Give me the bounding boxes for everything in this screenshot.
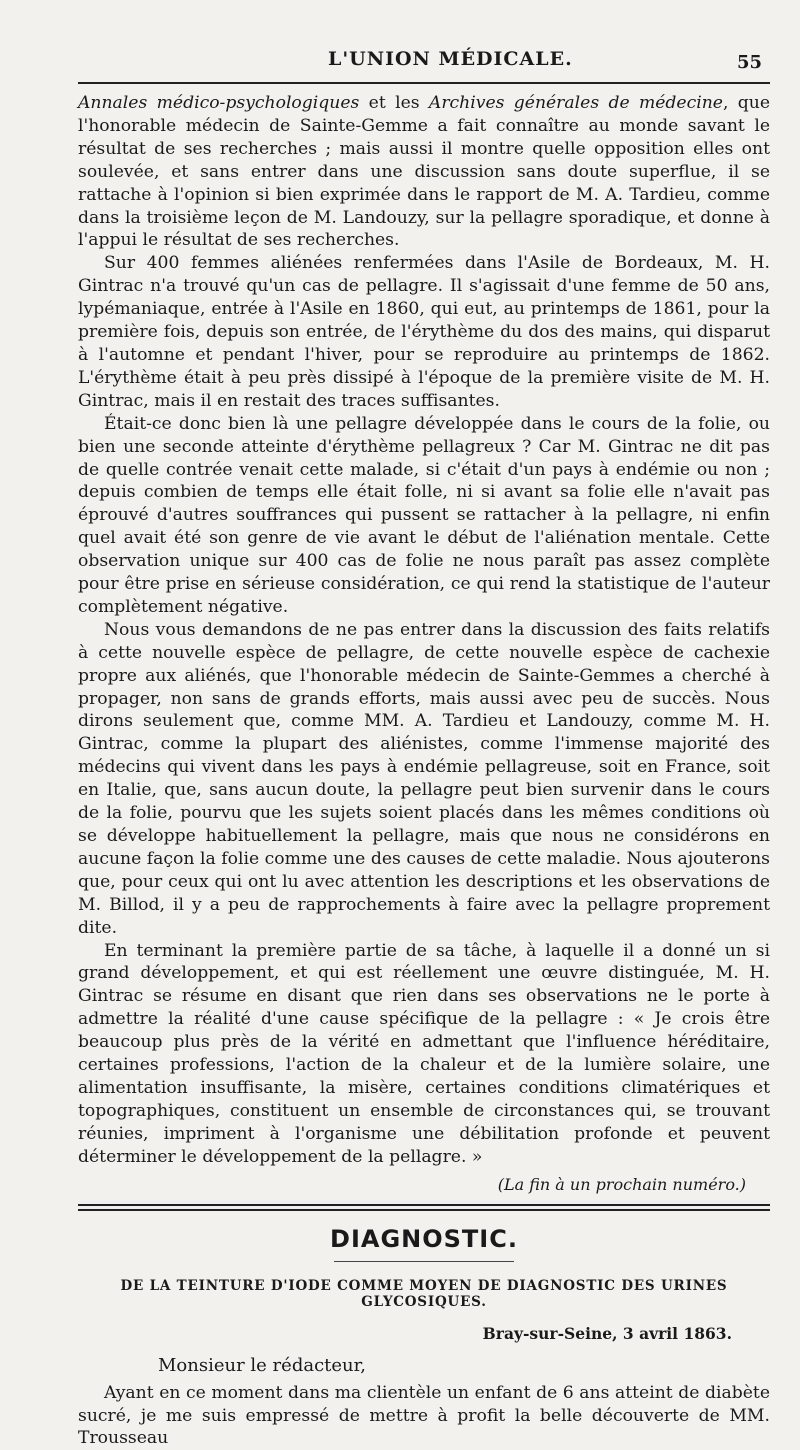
article-subheading: DE LA TEINTURE D'IODE COMME MOYEN DE DIAGNOSTIC DES URINES GLYCOSIQUES. — [120, 1277, 728, 1310]
header-rule — [78, 82, 770, 84]
letter-dateline: Bray-sur-Seine, 3 avril 1863. — [482, 1323, 732, 1343]
paragraph-2: Sur 400 femmes aliénées renfermées dans l'Asile de Bordeaux, M. H. Gintrac n'a trouvé qu'un cas de pellagre. Il s'agissait d'une femme de 50 ans, lypémaniaque, entrée à l'Asile en 1860, qui eut, au printemps de 1861, pour la première fois, depuis son entrée, de l'érythème du dos des mains, qui disparut à l'automne et pendant l'hiver, pour se reproduire au printemps de 1862. L'érythème était à peu près dissipé à l'époque de la première visite de M. H. Gintrac, mais il en restait des traces suffisantes. — [78, 253, 770, 411]
letter-paragraph-1: Ayant en ce moment dans ma clientèle un enfant de 6 ans atteint de diabète sucré, je me suis empressé de mettre à profit la belle découverte de MM. Trousseau — [78, 1382, 770, 1449]
journal-title-annales: Annales médico-psychologiques — [78, 93, 360, 113]
letter-salutation: Monsieur le rédacteur, — [158, 1354, 366, 1376]
paragraph-4: Nous vous demandons de ne pas entrer dans la discussion des faits relatifs à cette nouvelle espèce de pellagre, de cette nouvelle espèce de cachexie propre aux aliénés, que l'honorable médecin de Sainte-Gemmes a cherché à propager, non sans de grands efforts, mais aussi avec peu de succès. Nous dirons seulement que, comme MM. A. Tardieu et Landouzy, comme M. H. Gintrac, comme la plupart des aliénistes, comme l'immense majorité des médecins qui vivent dans les pays à endémie pellagreuse, soit en France, soit en Italie, que, sans aucun doute, la pellagre peut bien survenir dans le cours de la folie, pourvu que les sujets soient placés dans les mêmes conditions où se développe habituellement la pellagre, mais que nous ne considérons en aucune façon la folie comme une des causes de cette maladie. Nous ajouterons que, pour ceux qui ont lu avec attention les descriptions et les observations de M. Billod, il y a peu de rapprochements à faire avec la pellagre proprement dite. — [78, 619, 770, 938]
paragraph-5: En terminant la première partie de sa tâche, à laquelle il a donné un si grand développement, et qui est réellement une œuvre distinguée, M. H. Gintrac se résume en disant que rien dans ses observations ne le porte à admettre la réalité d'une cause spécifique de la pellagre : « Je crois être beaucoup plus près de la vérité en admettant que l'influence héréditaire, certaines professions, l'action de la chaleur et de la lumière solaire, une alimentation insuffisante, la misère, certaines conditions climatériques et topographiques, constituent un ensemble de circonstances qui, se trouvant réunies, impriment à l'organisme une débilitation profonde et peuvent déterminer le développement de la pellagre. » — [78, 940, 770, 1167]
page-number: 55 — [736, 52, 762, 73]
running-head — [78, 42, 770, 80]
section-title: DIAGNOSTIC. — [330, 1224, 518, 1253]
running-title: L'UNION MÉDICALE. — [328, 48, 573, 70]
paragraph-1-text-b: , que l'honorable médecin de Sainte-Gemme a fait connaître au monde savant le résultat de ses recherches ; mais aussi il montre quelle opposition elles ont soulevée, et sans entrer dans une discussion sans doute superflue, il se rattache à l'opinion si bien exprimée dans le rapport de M. A. Tardieu, comme dans la troisième leçon de M. Landouzy, sur la pellagre sporadique, et donne à l'appui le résultat de ses recherches. — [78, 93, 771, 251]
continuation-note: (La fin à un prochain numéro.) — [497, 1174, 746, 1194]
section-rule-bottom — [78, 1209, 770, 1211]
paragraph-1 — [78, 92, 770, 252]
paragraph-3: Était-ce donc bien là une pellagre développée dans le cours de la folie, ou bien une seconde atteinte d'érythème pellagreux ? Car M. Gintrac ne dit pas de quelle contrée venait cette malade, si c'était d'un pays à endémie ou non ; depuis combien de temps elle était folle, ni si avant sa folie elle n'avait pas éprouvé d'autres souffrances qui pussent se rattacher à la pellagre, ni enfin quel avait été son genre de vie avant le début de l'aliénation mentale. Cette observation unique sur 400 cas de folie ne nous paraît pas assez complète pour être prise en sérieuse considération, ce qui rend la statistique de l'auteur complètement négative. — [78, 413, 770, 617]
section-title-underline — [334, 1261, 514, 1262]
section-rule-top — [78, 1204, 770, 1206]
journal-title-archives: Archives générales de médecine — [428, 93, 723, 113]
paragraph-1-text-a: et les — [359, 93, 429, 113]
